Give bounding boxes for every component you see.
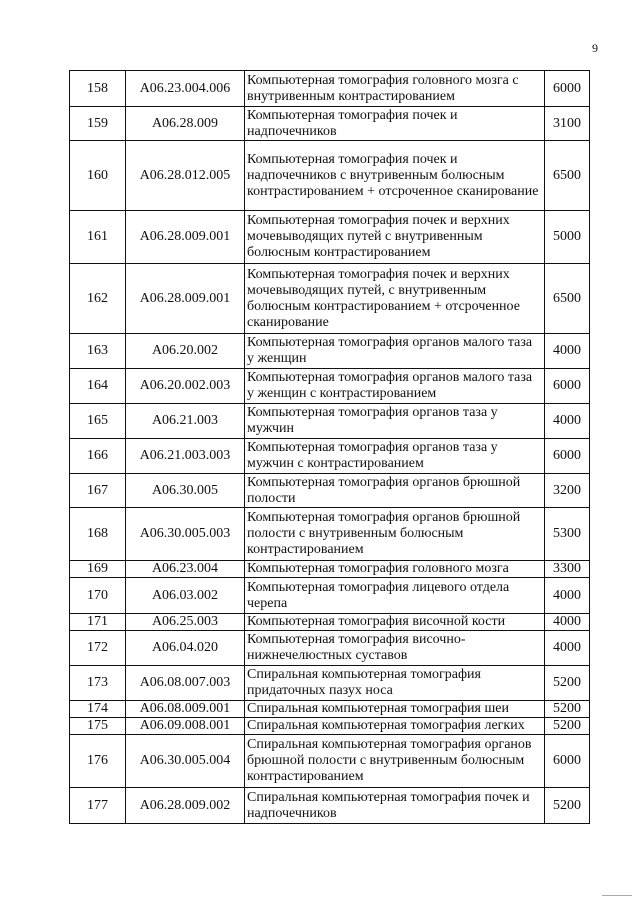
- service-price: 4000: [545, 404, 590, 439]
- service-price: 5200: [545, 718, 590, 735]
- service-price: 4000: [545, 334, 590, 369]
- service-name: Компьютерная томография головного мозга с внутривенным контрастированием: [245, 71, 545, 107]
- service-code: A06.25.003: [126, 614, 245, 631]
- table-row: [70, 701, 590, 718]
- table-row: [70, 666, 590, 701]
- row-number: 169: [70, 561, 126, 578]
- service-code: A06.28.009.001: [126, 264, 245, 334]
- row-number: 172: [70, 631, 126, 666]
- table-row: [70, 561, 590, 578]
- service-name: Спиральная компьютерная томография почек и надпочечников: [245, 788, 545, 824]
- table-row: [70, 211, 590, 264]
- row-number: 160: [70, 141, 126, 211]
- service-code: A06.30.005.003: [126, 508, 245, 561]
- table-row: [70, 334, 590, 369]
- service-code: A06.23.004: [126, 561, 245, 578]
- row-number: 159: [70, 107, 126, 141]
- service-name: Спиральная компьютерная томография легких: [245, 718, 545, 735]
- row-number: 162: [70, 264, 126, 334]
- service-code: A06.28.009.002: [126, 788, 245, 824]
- table-row: [70, 107, 590, 141]
- service-code: A06.28.009: [126, 107, 245, 141]
- row-number: 171: [70, 614, 126, 631]
- row-number: 168: [70, 508, 126, 561]
- service-name: Компьютерная томография органов брюшной полости: [245, 474, 545, 508]
- service-price: 6500: [545, 264, 590, 334]
- table-row: [70, 718, 590, 735]
- table-row: [70, 508, 590, 561]
- service-code: A06.30.005.004: [126, 735, 245, 788]
- service-name: Компьютерная томография органов таза у мужчин: [245, 404, 545, 439]
- table-row: [70, 71, 590, 107]
- service-price: 5300: [545, 508, 590, 561]
- service-name: Спиральная компьютерная томография шеи: [245, 701, 545, 718]
- service-name: Компьютерная томография лицевого отдела черепа: [245, 578, 545, 614]
- service-name: Компьютерная томография почек и верхних мочевыводящих путей, с внутривенным болюсным контрастированием + отсроченное сканирование: [245, 264, 545, 334]
- table-row: [70, 369, 590, 404]
- service-code: A06.04.020: [126, 631, 245, 666]
- table-row: [70, 578, 590, 614]
- row-number: 166: [70, 439, 126, 474]
- service-name: Спиральная компьютерная томография придаточных пазух носа: [245, 666, 545, 701]
- service-price: 4000: [545, 578, 590, 614]
- service-name: Компьютерная томография органов таза у мужчин с контрастированием: [245, 439, 545, 474]
- service-name: Компьютерная томография головного мозга: [245, 561, 545, 578]
- service-code: A06.08.009.001: [126, 701, 245, 718]
- service-price: 6000: [545, 735, 590, 788]
- page-number: 9: [592, 41, 598, 55]
- service-price: 4000: [545, 614, 590, 631]
- service-price: 4000: [545, 631, 590, 666]
- table-row: [70, 614, 590, 631]
- service-price: 6000: [545, 439, 590, 474]
- row-number: 165: [70, 404, 126, 439]
- row-number: 167: [70, 474, 126, 508]
- row-number: 176: [70, 735, 126, 788]
- table-row: [70, 439, 590, 474]
- service-code: A06.21.003: [126, 404, 245, 439]
- service-price: 5000: [545, 211, 590, 264]
- service-price: 5200: [545, 666, 590, 701]
- service-code: A06.20.002: [126, 334, 245, 369]
- row-number: 175: [70, 718, 126, 735]
- service-code: A06.23.004.006: [126, 71, 245, 107]
- service-price: 6000: [545, 71, 590, 107]
- service-code: A06.08.007.003: [126, 666, 245, 701]
- row-number: 158: [70, 71, 126, 107]
- service-code: A06.28.012.005: [126, 141, 245, 211]
- table-row: [70, 788, 590, 824]
- service-price: 3300: [545, 561, 590, 578]
- service-name: Компьютерная томография почек и надпочечников: [245, 107, 545, 141]
- row-number: 170: [70, 578, 126, 614]
- table-row: [70, 631, 590, 666]
- service-code: A06.20.002.003: [126, 369, 245, 404]
- service-name: Компьютерная томография почек и верхних мочевыводящих путей с внутривенным болюсным контрастированием: [245, 211, 545, 264]
- service-price: 5200: [545, 701, 590, 718]
- row-number: 164: [70, 369, 126, 404]
- service-price: 5200: [545, 788, 590, 824]
- row-number: 163: [70, 334, 126, 369]
- table-row: [70, 264, 590, 334]
- service-name: Компьютерная томография височно-нижнечелюстных суставов: [245, 631, 545, 666]
- service-price: 3200: [545, 474, 590, 508]
- service-name: Компьютерная томография почек и надпочечников с внутривенным болюсным контрастированием + отсроченное сканирование: [245, 141, 545, 211]
- service-price: 6500: [545, 141, 590, 211]
- row-number: 173: [70, 666, 126, 701]
- service-name: Спиральная компьютерная томография органов брюшной полости с внутривенным болюсным контрастированием: [245, 735, 545, 788]
- service-price: 6000: [545, 369, 590, 404]
- service-name: Компьютерная томография височной кости: [245, 614, 545, 631]
- table-row: [70, 735, 590, 788]
- service-code: A06.21.003.003: [126, 439, 245, 474]
- services-price-table: [69, 70, 590, 824]
- service-code: A06.03.002: [126, 578, 245, 614]
- scan-edge-mark: [602, 895, 632, 896]
- table-row: [70, 474, 590, 508]
- row-number: 174: [70, 701, 126, 718]
- service-code: A06.09.008.001: [126, 718, 245, 735]
- table-row: [70, 404, 590, 439]
- row-number: 161: [70, 211, 126, 264]
- service-code: A06.28.009.001: [126, 211, 245, 264]
- row-number: 177: [70, 788, 126, 824]
- service-code: A06.30.005: [126, 474, 245, 508]
- table-row: [70, 141, 590, 211]
- service-name: Компьютерная томография органов малого таза у женщин с контрастированием: [245, 369, 545, 404]
- service-price: 3100: [545, 107, 590, 141]
- service-name: Компьютерная томография органов малого таза у женщин: [245, 334, 545, 369]
- service-name: Компьютерная томография органов брюшной полости с внутривенным болюсным контрастированием: [245, 508, 545, 561]
